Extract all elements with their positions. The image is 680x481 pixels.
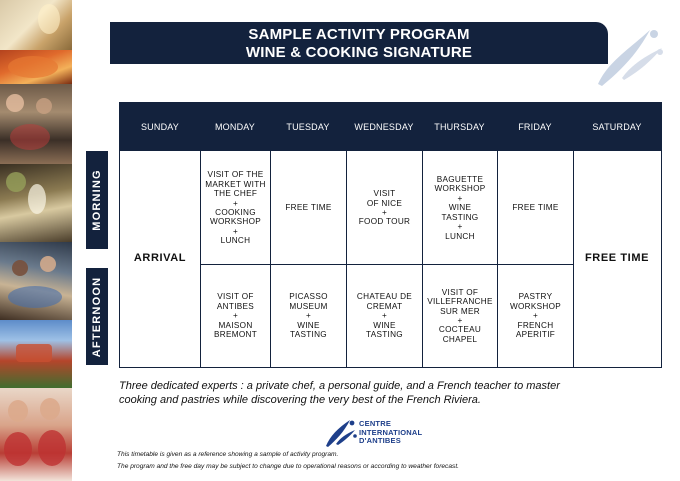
photo-strip	[0, 0, 72, 481]
day-header-monday: MONDAY	[200, 103, 270, 151]
cell-thursday-afternoon: VISIT OF VILLEFRANCHE SUR MER + COCTEAU CHAPEL	[427, 287, 493, 344]
photo-students	[0, 388, 72, 481]
photo-wine-glass	[0, 0, 72, 50]
cell-monday-afternoon: VISIT OF ANTIBES + MAISON BREMONT	[213, 292, 258, 340]
photo-village	[0, 320, 72, 388]
cell-tuesday-afternoon: PICASSO MUSEUM + WINE TASTING	[289, 292, 328, 340]
brand-swoosh-icon	[588, 22, 668, 90]
cia-logo	[322, 418, 442, 448]
cia-logo-icon	[322, 418, 358, 448]
page-subtitle: WINE & COOKING SIGNATURE	[245, 44, 473, 61]
timetable	[119, 102, 662, 368]
program-description: Three dedicated experts : a private chef, a personal guide, and a French teacher to master cooking and pastries while discovering the very best of the French Riviera.	[119, 380, 560, 406]
cell-tuesday-morning: FREE TIME	[285, 203, 332, 213]
title-banner	[110, 22, 608, 64]
day-header-sunday: SUNDAY	[120, 103, 200, 151]
cell-thursday-morning: BAGUETTE WORKSHOP + WINE TASTING + LUNCH	[434, 175, 486, 241]
cell-saturday: FREE TIME	[584, 252, 650, 265]
afternoon-label: AFTERNOON	[86, 268, 108, 365]
cell-sunday: ARRIVAL	[133, 252, 187, 265]
photo-chef-group	[0, 242, 72, 320]
photo-wine-tasting	[0, 164, 72, 242]
day-header-friday: FRIDAY	[497, 103, 573, 151]
cell-friday-morning: FREE TIME	[512, 203, 559, 213]
cell-wednesday-afternoon: CHATEAU DE CREMAT + WINE TASTING	[356, 292, 413, 340]
footnote-change: The program and the free day may be subject to change due to operational reasons or according to weather forecast.	[117, 463, 459, 470]
day-header-tuesday: TUESDAY	[270, 103, 346, 151]
footnote-reference: This timetable is given as a reference showing a sample of activity program.	[117, 451, 339, 458]
cell-monday-morning: VISIT OF THE MARKET WITH THE CHEF + COOKING WORKSHOP + LUNCH	[205, 170, 266, 246]
cia-logo-text: CENTRE INTERNATIONAL D'ANTIBES	[359, 419, 423, 445]
cell-wednesday-morning: VISIT OF NICE + FOOD TOUR	[358, 189, 411, 227]
cell-friday-afternoon: PASTRY WORKSHOP + FRENCH APERITIF	[509, 292, 562, 340]
morning-label: MORNING	[86, 151, 108, 249]
photo-cooking-class	[0, 84, 72, 164]
day-header-saturday: SATURDAY	[573, 103, 661, 151]
day-header-thursday: THURSDAY	[422, 103, 497, 151]
page-title: SAMPLE ACTIVITY PROGRAM	[248, 26, 470, 43]
day-header-wednesday: WEDNESDAY	[346, 103, 422, 151]
photo-dish	[0, 50, 72, 84]
